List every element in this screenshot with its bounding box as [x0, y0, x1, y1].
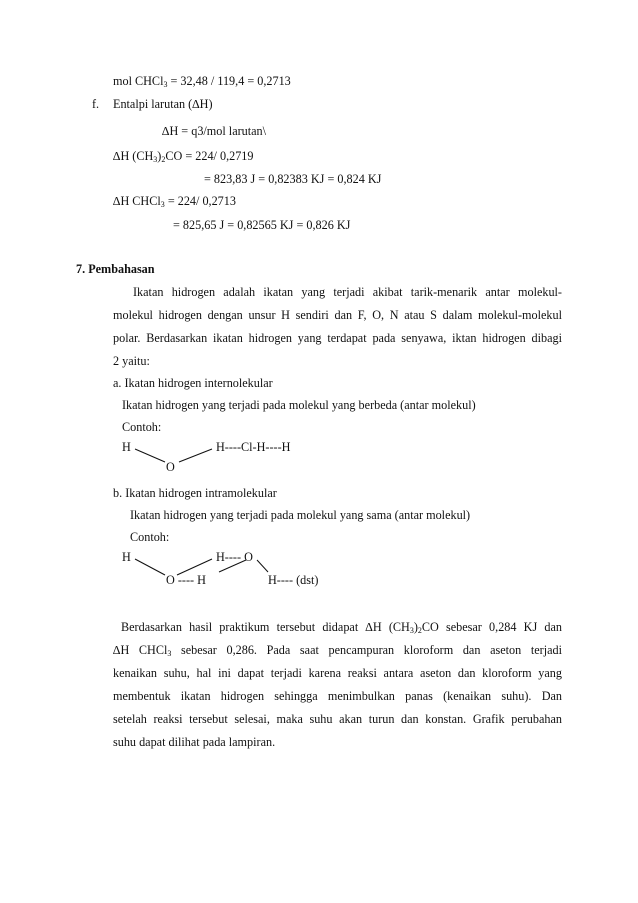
dh-aseton-line: ∆H $(CH_3)_2CO = 224/$ 0,2719 [113, 149, 254, 164]
diagram-b-h-dst: H---- (dst) [268, 573, 319, 587]
diagram-b-o-h: O ---- H [166, 573, 206, 587]
item-f-title: Entalpi larutan (∆H) [113, 97, 213, 111]
subsection-a-contoh: Contoh: [122, 420, 162, 434]
intro-line-3: polar. Berdasarkan ikatan hidrogen yang terdapat pada senyawa, iktan hidrogen dibagi [113, 331, 562, 345]
conclusion-line-6: suhu dapat dilihat pada lampiran. [113, 735, 276, 749]
diagram-a-h-cl-h: H----Cl-H----H [216, 440, 291, 454]
conclusion-line-5: setelah reaksi tersebut selesai, maka suhu akan turun dan konstan. Grafik perubahan [113, 712, 562, 726]
diagram-b-h-left: H [122, 550, 131, 564]
section-heading: 7. Pembahasan [76, 262, 155, 276]
dh-aseton-result: = 823,83 J = 0,82383 KJ = 0,824 KJ [204, 172, 382, 186]
diagram-b-h-o-top: H---- O [216, 550, 253, 564]
diagram-a-h-left: H [122, 440, 131, 454]
subsection-a-desc: Ikatan hidrogen yang terjadi pada molekul yang berbeda (antar molekul) [122, 398, 476, 412]
conclusion-line-3: kenaikan suhu, hal ini dapat terjadi karena reaksi antara aseton dan kloroform yang [113, 666, 562, 680]
intro-line-4: 2 yaitu: [113, 354, 150, 368]
enthalpy-formula: ∆H = q3/mol larutan\ [162, 124, 267, 138]
subsection-b-title: b. Ikatan hidrogen intramolekular [113, 486, 277, 500]
dh-chcl3-result: = 825,65 J = 0,82565 KJ = 0,826 KJ [173, 218, 351, 232]
mol-chcl3-line: mol CHCl$_3$ = 32,48 / 119,4 = 0,2713 [113, 74, 291, 89]
conclusion-line-4: membentuk ikatan hidrogen sehingga menimbulkan panas (kenaikan suhu). Dan [113, 689, 562, 703]
subsection-b-contoh: Contoh: [130, 530, 170, 544]
item-f-marker: f. [92, 97, 100, 111]
intro-line-1: Ikatan hidrogen adalah ikatan yang terjadi akibat tarik-menarik antar molekul- [133, 285, 562, 299]
conclusion-line-2: ∆H CHCl$_3$ sebesar 0,286. Pada saat pencampuran kloroform dan aseton terjadi [113, 643, 562, 658]
subsection-b-desc: Ikatan hidrogen yang terjadi pada molekul yang sama (antar molekul) [130, 508, 471, 522]
conclusion-line-1: Berdasarkan hasil praktikum tersebut didapat ∆H $(CH_3)_2CO$ sebesar 0,284 KJ dan [121, 620, 562, 635]
diagram-a-o: O [166, 460, 175, 474]
subsection-a-title: a. Ikatan hidrogen internolekular [113, 376, 273, 390]
intro-line-2: molekul hidrogen dengan unsur H sendiri dan F, O, N atau S dalam molekul-molekul [113, 308, 562, 322]
dh-chcl3-line: ∆H CHCl$_3$ = 224/ 0,2713 [113, 194, 236, 209]
